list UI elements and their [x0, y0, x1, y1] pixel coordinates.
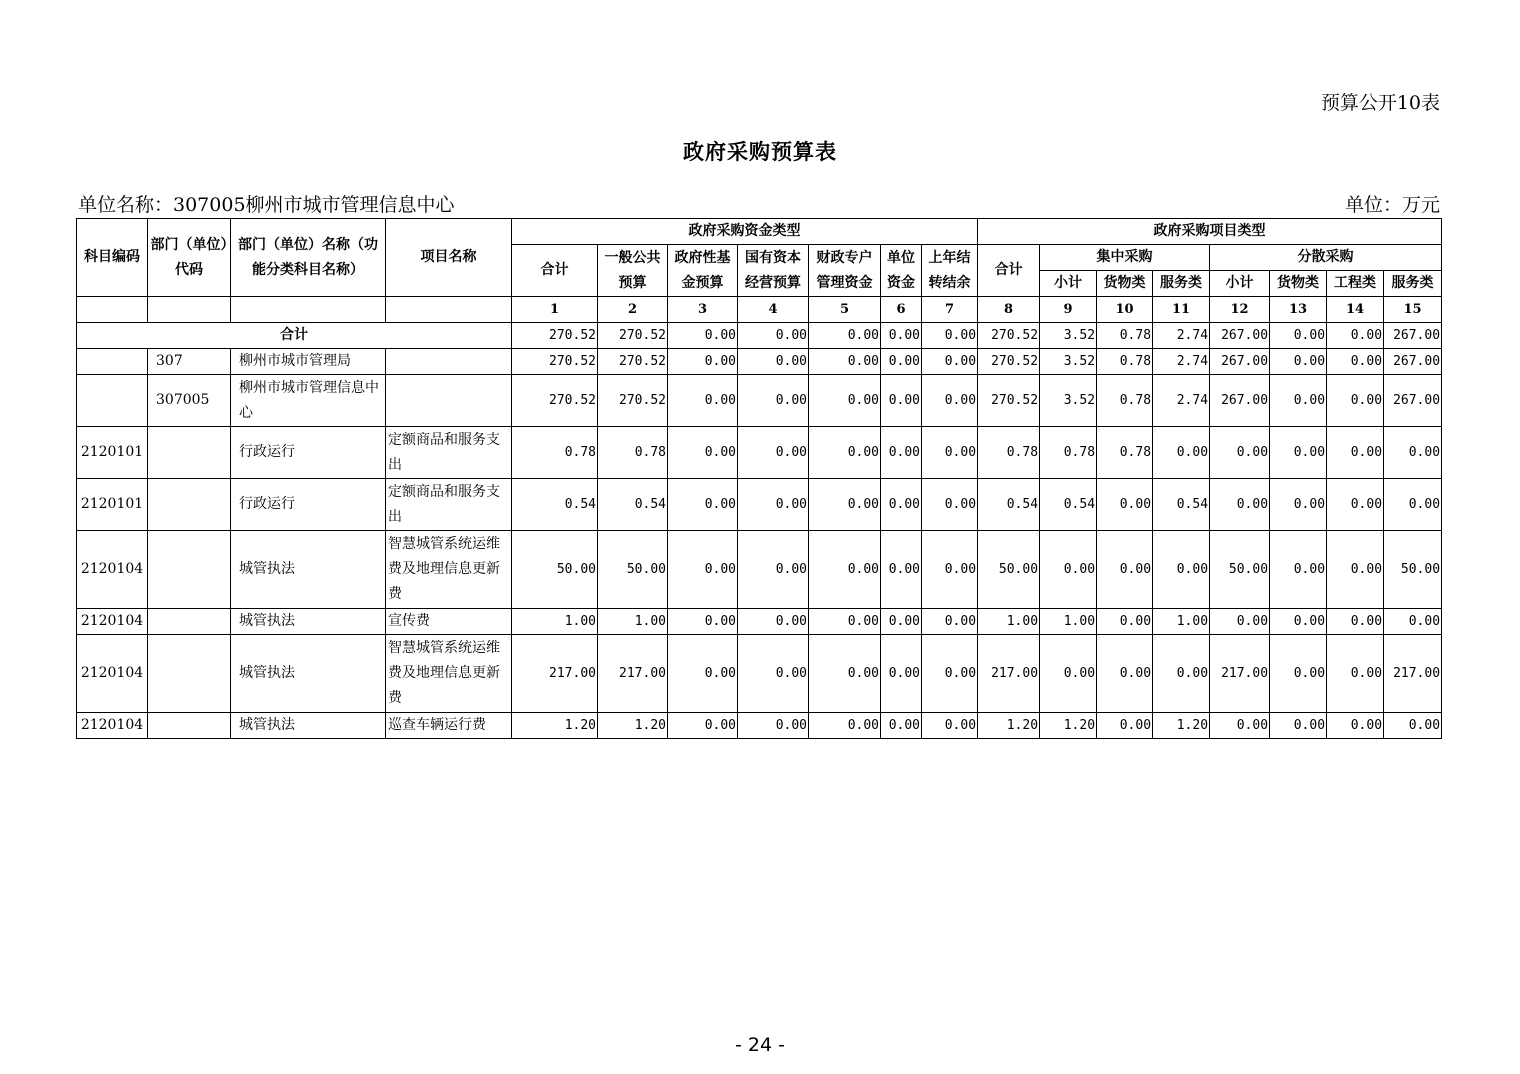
column-number: 13: [1270, 297, 1327, 323]
value-cell: 1.00: [512, 609, 598, 635]
header-unit-fund: 单位资金: [881, 245, 922, 297]
value-cell: 0.00: [881, 531, 922, 609]
value-cell: 0.00: [809, 479, 881, 531]
total-value-cell: 0.00: [1327, 323, 1384, 349]
dept-code-cell: [148, 531, 231, 609]
value-cell: 0.00: [1327, 375, 1384, 427]
dept-name-cell: 柳州市城市管理局: [231, 349, 386, 375]
value-cell: 0.78: [978, 427, 1040, 479]
document-title: 政府采购预算表: [683, 139, 837, 164]
procurement-budget-table: [76, 218, 1442, 739]
column-number: 11: [1153, 297, 1210, 323]
value-cell: 0.00: [1270, 375, 1327, 427]
project-name-cell: [386, 375, 512, 427]
total-value-cell: 0.00: [668, 323, 738, 349]
value-cell: 0.00: [738, 427, 809, 479]
column-number: 3: [668, 297, 738, 323]
header-dispersed-services: 服务类: [1384, 271, 1442, 297]
dept-code-cell: 307005: [148, 375, 231, 427]
value-cell: 0.00: [668, 531, 738, 609]
value-cell: 270.52: [512, 375, 598, 427]
column-number: 6: [881, 297, 922, 323]
value-cell: 0.00: [1270, 349, 1327, 375]
value-cell: 0.00: [1097, 635, 1153, 713]
value-cell: 0.78: [1097, 349, 1153, 375]
value-cell: 1.20: [512, 713, 598, 739]
column-number: 8: [978, 297, 1040, 323]
column-number: 1: [512, 297, 598, 323]
total-value-cell: 2.74: [1153, 323, 1210, 349]
header-project-total: 合计: [978, 245, 1040, 297]
value-cell: 0.00: [1327, 479, 1384, 531]
column-number-row: [77, 297, 1442, 323]
header-state-capital-budget: 国有资本经营预算: [738, 245, 809, 297]
table-body: [77, 323, 1442, 739]
value-cell: 50.00: [512, 531, 598, 609]
value-cell: 0.00: [922, 609, 978, 635]
dept-name-cell: 柳州市城市管理信息中心: [231, 375, 386, 427]
project-name-cell: 宣传费: [386, 609, 512, 635]
value-cell: 50.00: [598, 531, 668, 609]
value-cell: 0.00: [809, 427, 881, 479]
column-number: 2: [598, 297, 668, 323]
value-cell: 0.00: [1327, 531, 1384, 609]
value-cell: 1.00: [598, 609, 668, 635]
value-cell: 0.00: [922, 713, 978, 739]
total-value-cell: 0.00: [809, 323, 881, 349]
dept-name-cell: 行政运行: [231, 427, 386, 479]
value-cell: 0.78: [1097, 427, 1153, 479]
subject-code-cell: 2120104: [77, 635, 148, 713]
value-cell: 50.00: [1210, 531, 1270, 609]
dept-name-cell: 城管执法: [231, 609, 386, 635]
header-centralized-subtotal: 小计: [1040, 271, 1097, 297]
column-number: 14: [1327, 297, 1384, 323]
value-cell: 1.00: [978, 609, 1040, 635]
value-cell: 217.00: [598, 635, 668, 713]
table-row: [77, 349, 1442, 375]
value-cell: 50.00: [978, 531, 1040, 609]
value-cell: 0.00: [1270, 635, 1327, 713]
value-cell: 217.00: [512, 635, 598, 713]
value-cell: 0.00: [738, 375, 809, 427]
value-cell: 0.00: [1210, 609, 1270, 635]
value-cell: 0.00: [1327, 635, 1384, 713]
value-cell: 0.00: [738, 349, 809, 375]
column-number: 5: [809, 297, 881, 323]
total-row-label: 合计: [77, 323, 512, 349]
value-cell: 3.52: [1040, 349, 1097, 375]
value-cell: 0.00: [1270, 713, 1327, 739]
value-cell: 0.00: [738, 531, 809, 609]
value-cell: 0.00: [881, 349, 922, 375]
value-cell: 0.00: [1327, 609, 1384, 635]
subject-code-cell: 2120101: [77, 427, 148, 479]
column-number: 10: [1097, 297, 1153, 323]
column-number: 7: [922, 297, 978, 323]
total-value-cell: 270.52: [512, 323, 598, 349]
value-cell: 0.00: [1327, 349, 1384, 375]
value-cell: 0.00: [1384, 609, 1442, 635]
value-cell: 0.00: [1210, 427, 1270, 479]
value-cell: 0.00: [881, 479, 922, 531]
dept-name-cell: 城管执法: [231, 531, 386, 609]
value-cell: 0.00: [1153, 531, 1210, 609]
table-row: [77, 375, 1442, 427]
header-dept-name: 部门（单位）名称（功能分类科目名称）: [231, 219, 386, 297]
value-cell: 0.00: [1097, 531, 1153, 609]
value-cell: 1.20: [1153, 713, 1210, 739]
value-cell: 0.78: [1097, 375, 1153, 427]
value-cell: 217.00: [1384, 635, 1442, 713]
value-cell: 217.00: [978, 635, 1040, 713]
header-dispersed-subtotal: 小计: [1210, 271, 1270, 297]
dept-code-cell: [148, 479, 231, 531]
value-cell: 0.00: [1384, 713, 1442, 739]
header-centralized-goods: 货物类: [1097, 271, 1153, 297]
value-cell: 2.74: [1153, 349, 1210, 375]
column-number: 4: [738, 297, 809, 323]
value-cell: 267.00: [1384, 349, 1442, 375]
column-number-blank: [386, 297, 512, 323]
dept-code-cell: [148, 609, 231, 635]
value-cell: 0.00: [922, 349, 978, 375]
value-cell: 0.00: [922, 427, 978, 479]
value-cell: 3.52: [1040, 375, 1097, 427]
value-cell: 267.00: [1210, 349, 1270, 375]
value-cell: 0.00: [1270, 609, 1327, 635]
header-prior-balance: 上年结转结余: [922, 245, 978, 297]
value-cell: 0.00: [668, 427, 738, 479]
table-row: [77, 609, 1442, 635]
header-subject-code: 科目编码: [77, 219, 148, 297]
value-cell: 270.52: [978, 349, 1040, 375]
value-cell: 1.20: [598, 713, 668, 739]
value-cell: 0.00: [668, 713, 738, 739]
table-row: [77, 427, 1442, 479]
total-value-cell: 3.52: [1040, 323, 1097, 349]
column-number-blank: [148, 297, 231, 323]
header-dispersed-goods: 货物类: [1270, 271, 1327, 297]
total-value-cell: 270.52: [598, 323, 668, 349]
value-cell: 0.00: [809, 531, 881, 609]
value-cell: 0.78: [512, 427, 598, 479]
value-cell: 0.00: [1327, 427, 1384, 479]
value-cell: 0.00: [1097, 609, 1153, 635]
value-cell: 270.52: [978, 375, 1040, 427]
total-row: [77, 323, 1442, 349]
value-cell: 0.00: [922, 375, 978, 427]
unit-label: 单位：万元: [1344, 194, 1440, 216]
value-cell: 0.00: [1153, 635, 1210, 713]
header-project-type-group: 政府采购项目类型: [978, 219, 1442, 245]
value-cell: 0.00: [922, 635, 978, 713]
column-number-blank: [231, 297, 386, 323]
total-value-cell: 0.00: [738, 323, 809, 349]
column-number: 15: [1384, 297, 1442, 323]
value-cell: 0.00: [668, 349, 738, 375]
project-name-cell: 定额商品和服务支出: [386, 479, 512, 531]
value-cell: 0.00: [1327, 713, 1384, 739]
value-cell: 0.00: [668, 635, 738, 713]
dept-name-cell: 城管执法: [231, 713, 386, 739]
header-centralized: 集中采购: [1040, 245, 1210, 271]
header-dept-code: 部门（单位）代码: [148, 219, 231, 297]
dept-name-cell: 城管执法: [231, 635, 386, 713]
value-cell: 0.00: [1210, 713, 1270, 739]
table-row: [77, 531, 1442, 609]
table-row: [77, 635, 1442, 713]
value-cell: 0.00: [809, 375, 881, 427]
value-cell: 0.00: [881, 635, 922, 713]
total-value-cell: 0.00: [922, 323, 978, 349]
header-special-account-fund: 财政专户管理资金: [809, 245, 881, 297]
total-value-cell: 267.00: [1384, 323, 1442, 349]
value-cell: 0.00: [1097, 713, 1153, 739]
project-name-cell: [386, 349, 512, 375]
column-number-blank: [77, 297, 148, 323]
value-cell: 0.54: [1153, 479, 1210, 531]
value-cell: 0.00: [668, 375, 738, 427]
value-cell: 0.00: [1210, 479, 1270, 531]
value-cell: 267.00: [1384, 375, 1442, 427]
value-cell: 0.00: [809, 349, 881, 375]
table-row: [77, 479, 1442, 531]
value-cell: 0.00: [1097, 479, 1153, 531]
value-cell: 1.20: [1040, 713, 1097, 739]
table-header: [77, 219, 1442, 323]
subject-code-cell: 2120101: [77, 479, 148, 531]
value-cell: 0.00: [809, 609, 881, 635]
value-cell: 0.00: [1040, 635, 1097, 713]
header-fund-total: 合计: [512, 245, 598, 297]
header-centralized-services: 服务类: [1153, 271, 1210, 297]
value-cell: 217.00: [1210, 635, 1270, 713]
table-row: [77, 713, 1442, 739]
value-cell: 0.54: [1040, 479, 1097, 531]
value-cell: 0.00: [738, 479, 809, 531]
dept-code-cell: 307: [148, 349, 231, 375]
dept-code-cell: [148, 635, 231, 713]
total-value-cell: 270.52: [978, 323, 1040, 349]
table-number: 预算公开10表: [1320, 92, 1440, 114]
header-fund-type-group: 政府采购资金类型: [512, 219, 978, 245]
value-cell: 0.00: [1270, 479, 1327, 531]
value-cell: 1.00: [1040, 609, 1097, 635]
total-value-cell: 0.00: [881, 323, 922, 349]
header-gov-fund-budget: 政府性基金预算: [668, 245, 738, 297]
value-cell: 0.00: [1040, 531, 1097, 609]
header-dispersed-works: 工程类: [1327, 271, 1384, 297]
unit-name: 单位名称：307005柳州市城市管理信息中心: [78, 194, 455, 216]
value-cell: 0.00: [881, 713, 922, 739]
value-cell: 270.52: [512, 349, 598, 375]
subject-code-cell: 2120104: [77, 609, 148, 635]
value-cell: 0.00: [1270, 427, 1327, 479]
value-cell: 2.74: [1153, 375, 1210, 427]
value-cell: 0.78: [1040, 427, 1097, 479]
value-cell: 1.20: [978, 713, 1040, 739]
value-cell: 0.00: [922, 479, 978, 531]
total-value-cell: 267.00: [1210, 323, 1270, 349]
dept-code-cell: [148, 427, 231, 479]
subject-code-cell: [77, 349, 148, 375]
total-value-cell: 0.00: [1270, 323, 1327, 349]
value-cell: 0.00: [738, 635, 809, 713]
value-cell: 0.00: [809, 635, 881, 713]
header-project-name: 项目名称: [386, 219, 512, 297]
value-cell: 0.78: [598, 427, 668, 479]
column-number: 9: [1040, 297, 1097, 323]
value-cell: 0.54: [598, 479, 668, 531]
value-cell: 50.00: [1384, 531, 1442, 609]
dept-code-cell: [148, 713, 231, 739]
value-cell: 0.54: [978, 479, 1040, 531]
subject-code-cell: [77, 375, 148, 427]
project-name-cell: 智慧城管系统运维费及地理信息更新费: [386, 635, 512, 713]
value-cell: 0.00: [738, 609, 809, 635]
subject-code-cell: 2120104: [77, 713, 148, 739]
value-cell: 0.00: [881, 375, 922, 427]
value-cell: 0.54: [512, 479, 598, 531]
value-cell: 0.00: [881, 427, 922, 479]
value-cell: 0.00: [1270, 531, 1327, 609]
value-cell: 0.00: [1153, 427, 1210, 479]
project-name-cell: 智慧城管系统运维费及地理信息更新费: [386, 531, 512, 609]
value-cell: 0.00: [738, 713, 809, 739]
value-cell: 0.00: [809, 713, 881, 739]
value-cell: 0.00: [668, 609, 738, 635]
header-dispersed: 分散采购: [1210, 245, 1442, 271]
column-number: 12: [1210, 297, 1270, 323]
value-cell: 0.00: [922, 531, 978, 609]
value-cell: 270.52: [598, 349, 668, 375]
total-value-cell: 0.78: [1097, 323, 1153, 349]
value-cell: 1.00: [1153, 609, 1210, 635]
project-name-cell: 巡查车辆运行费: [386, 713, 512, 739]
header-general-budget: 一般公共预算: [598, 245, 668, 297]
value-cell: 267.00: [1210, 375, 1270, 427]
value-cell: 0.00: [668, 479, 738, 531]
value-cell: 270.52: [598, 375, 668, 427]
value-cell: 0.00: [881, 609, 922, 635]
subject-code-cell: 2120104: [77, 531, 148, 609]
value-cell: 0.00: [1384, 427, 1442, 479]
dept-name-cell: 行政运行: [231, 479, 386, 531]
project-name-cell: 定额商品和服务支出: [386, 427, 512, 479]
page-number: - 24 -: [735, 1034, 785, 1056]
value-cell: 0.00: [1384, 479, 1442, 531]
